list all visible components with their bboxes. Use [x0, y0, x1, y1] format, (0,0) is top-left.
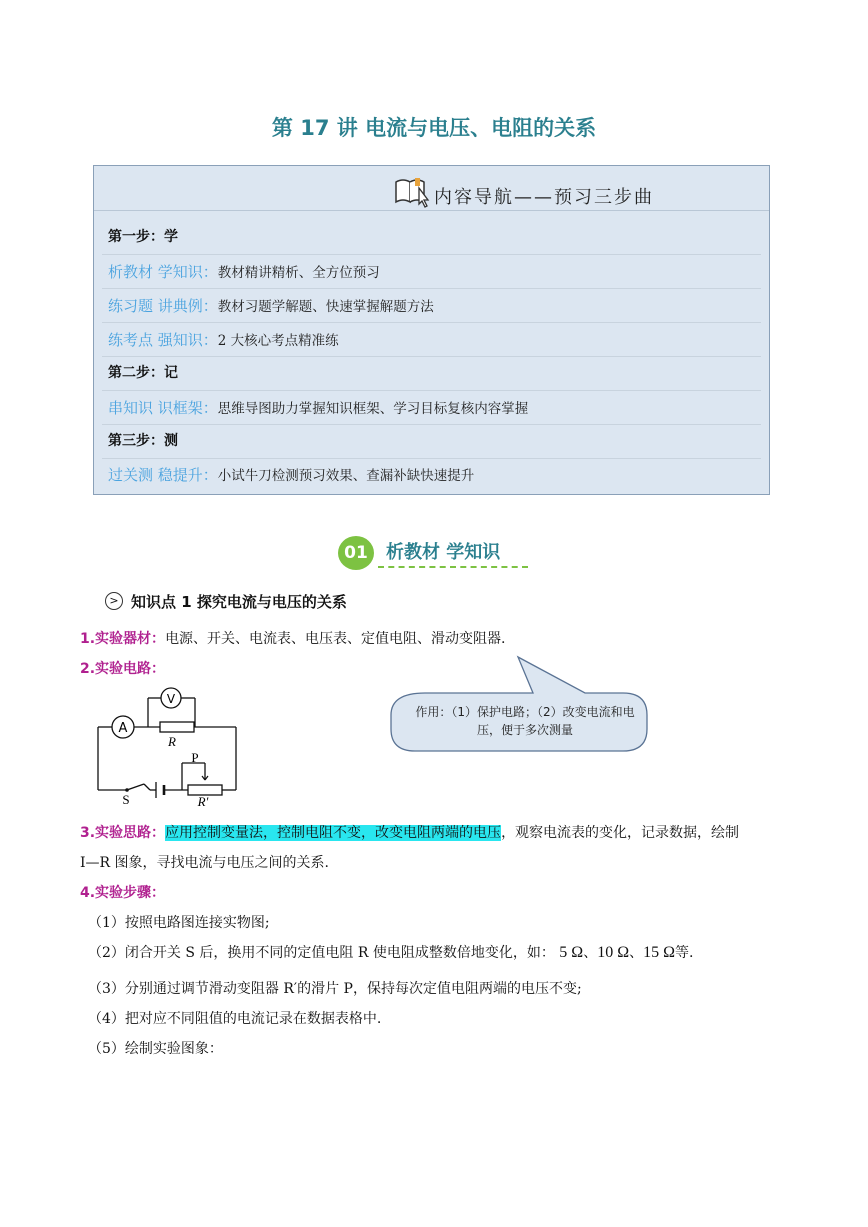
procedure-step-3: （3）分别通过调节滑动变阻器 R′的滑片 P，保持每次定值电阻两端的电压不变;	[88, 981, 582, 997]
separator: 、	[583, 945, 598, 961]
paragraph-label: 2.实验电路：	[80, 661, 166, 677]
procedure-step-2	[88, 942, 693, 962]
procedure-step-4: （4）把对应不同阻值的电流记录在数据表格中.	[88, 1011, 382, 1027]
procedure-paragraph	[80, 882, 165, 902]
nav-item-description: 小试牛刀检测预习效果、查漏补缺快速提升	[217, 468, 475, 484]
page-title: 第 17 讲 电流与电压、电阻的关系	[271, 116, 597, 140]
ammeter-label: A	[118, 721, 128, 736]
rheostat-label: R′	[197, 794, 209, 809]
equipment-paragraph	[80, 628, 506, 648]
divider	[102, 254, 761, 255]
nav-item-practice	[108, 295, 434, 316]
nav-item-exam-points	[108, 329, 339, 350]
slider-label: P	[191, 750, 199, 765]
divider	[102, 356, 761, 357]
divider	[102, 458, 761, 459]
paragraph-label: 1.实验器材：	[80, 631, 166, 647]
nav-item-description: 教材习题学解题、快速掌握解题方法	[217, 299, 434, 315]
idea-paragraph-line2: I—R 图象，寻找电流与电压之间的关系.	[80, 855, 329, 871]
resistance-value: 5 Ω	[559, 944, 584, 961]
step-2-label: 第二步：记	[108, 365, 178, 381]
paragraph-text: 电源、开关、电流表、电压表、定值电阻、滑动变阻器.	[165, 631, 506, 647]
nav-item-category: 练考点 强知识：	[108, 331, 218, 349]
chevron-right-circle-icon: >	[105, 592, 123, 610]
book-pointer-icon	[392, 176, 432, 210]
nav-item-description: 2 大核心考点精准练	[217, 333, 339, 349]
knowledge-point-title: 知识点 1 探究电流与电压的关系	[131, 593, 347, 611]
divider	[102, 288, 761, 289]
highlighted-text: 应用控制变量法，控制电阻不变，改变电阻两端的电压	[165, 825, 502, 841]
nav-header	[94, 172, 769, 211]
circuit-paragraph	[80, 658, 165, 678]
step-text: （2）闭合开关 S 后，换用不同的定值电阻 R 使电阻成整数倍地变化，如：	[88, 945, 555, 961]
voltmeter-label: V	[166, 692, 176, 706]
section-number-badge: 01	[338, 536, 374, 570]
step-1-label: 第一步：学	[108, 229, 178, 245]
divider	[102, 322, 761, 323]
switch-label: S	[122, 792, 130, 807]
nav-item-framework	[108, 397, 528, 418]
divider	[102, 424, 761, 425]
resistor-icon	[160, 722, 194, 732]
paragraph-text: ，观察电流表的变化，记录数据，绘制	[501, 825, 740, 841]
procedure-step-1: （1）按照电路图连接实物图;	[88, 915, 270, 931]
paragraph-label: 3.实验思路：	[80, 825, 166, 841]
nav-item-study	[108, 261, 380, 282]
nav-item-description: 教材精讲精析、全方位预习	[217, 265, 380, 281]
step-3-label: 第三步：测	[108, 433, 178, 449]
procedure-step-5: （5）绘制实验图象：	[88, 1041, 223, 1057]
nav-item-description: 思维导图助力掌握知识框架、学习目标复核内容掌握	[217, 401, 529, 417]
section-title: 析教材 学知识	[386, 542, 501, 563]
nav-item-category: 析教材 学知识：	[108, 263, 218, 281]
paragraph-label: 4.实验步骤：	[80, 885, 166, 901]
step-text: 等.	[674, 945, 694, 961]
resistance-value: 15 Ω	[643, 944, 675, 961]
nav-item-test	[108, 464, 474, 485]
nav-heading: 内容导航——预习三步曲	[434, 187, 654, 208]
nav-item-category: 过关测 稳提升：	[108, 466, 218, 484]
switch-icon	[127, 784, 144, 790]
content-navigation-box	[93, 165, 770, 495]
section-underline	[378, 566, 528, 568]
resistance-value: 10 Ω	[597, 944, 630, 961]
nav-item-category: 练习题 讲典例：	[108, 297, 218, 315]
callout-text: 作用：（1）保护电路；（2）改变电流和电压，便于多次测量	[415, 705, 635, 737]
divider	[102, 390, 761, 391]
circuit-diagram	[90, 680, 250, 810]
idea-paragraph	[80, 822, 739, 842]
resistor-label: R	[168, 734, 176, 749]
nav-item-category: 串知识 识框架：	[108, 399, 218, 417]
separator: 、	[629, 945, 644, 961]
